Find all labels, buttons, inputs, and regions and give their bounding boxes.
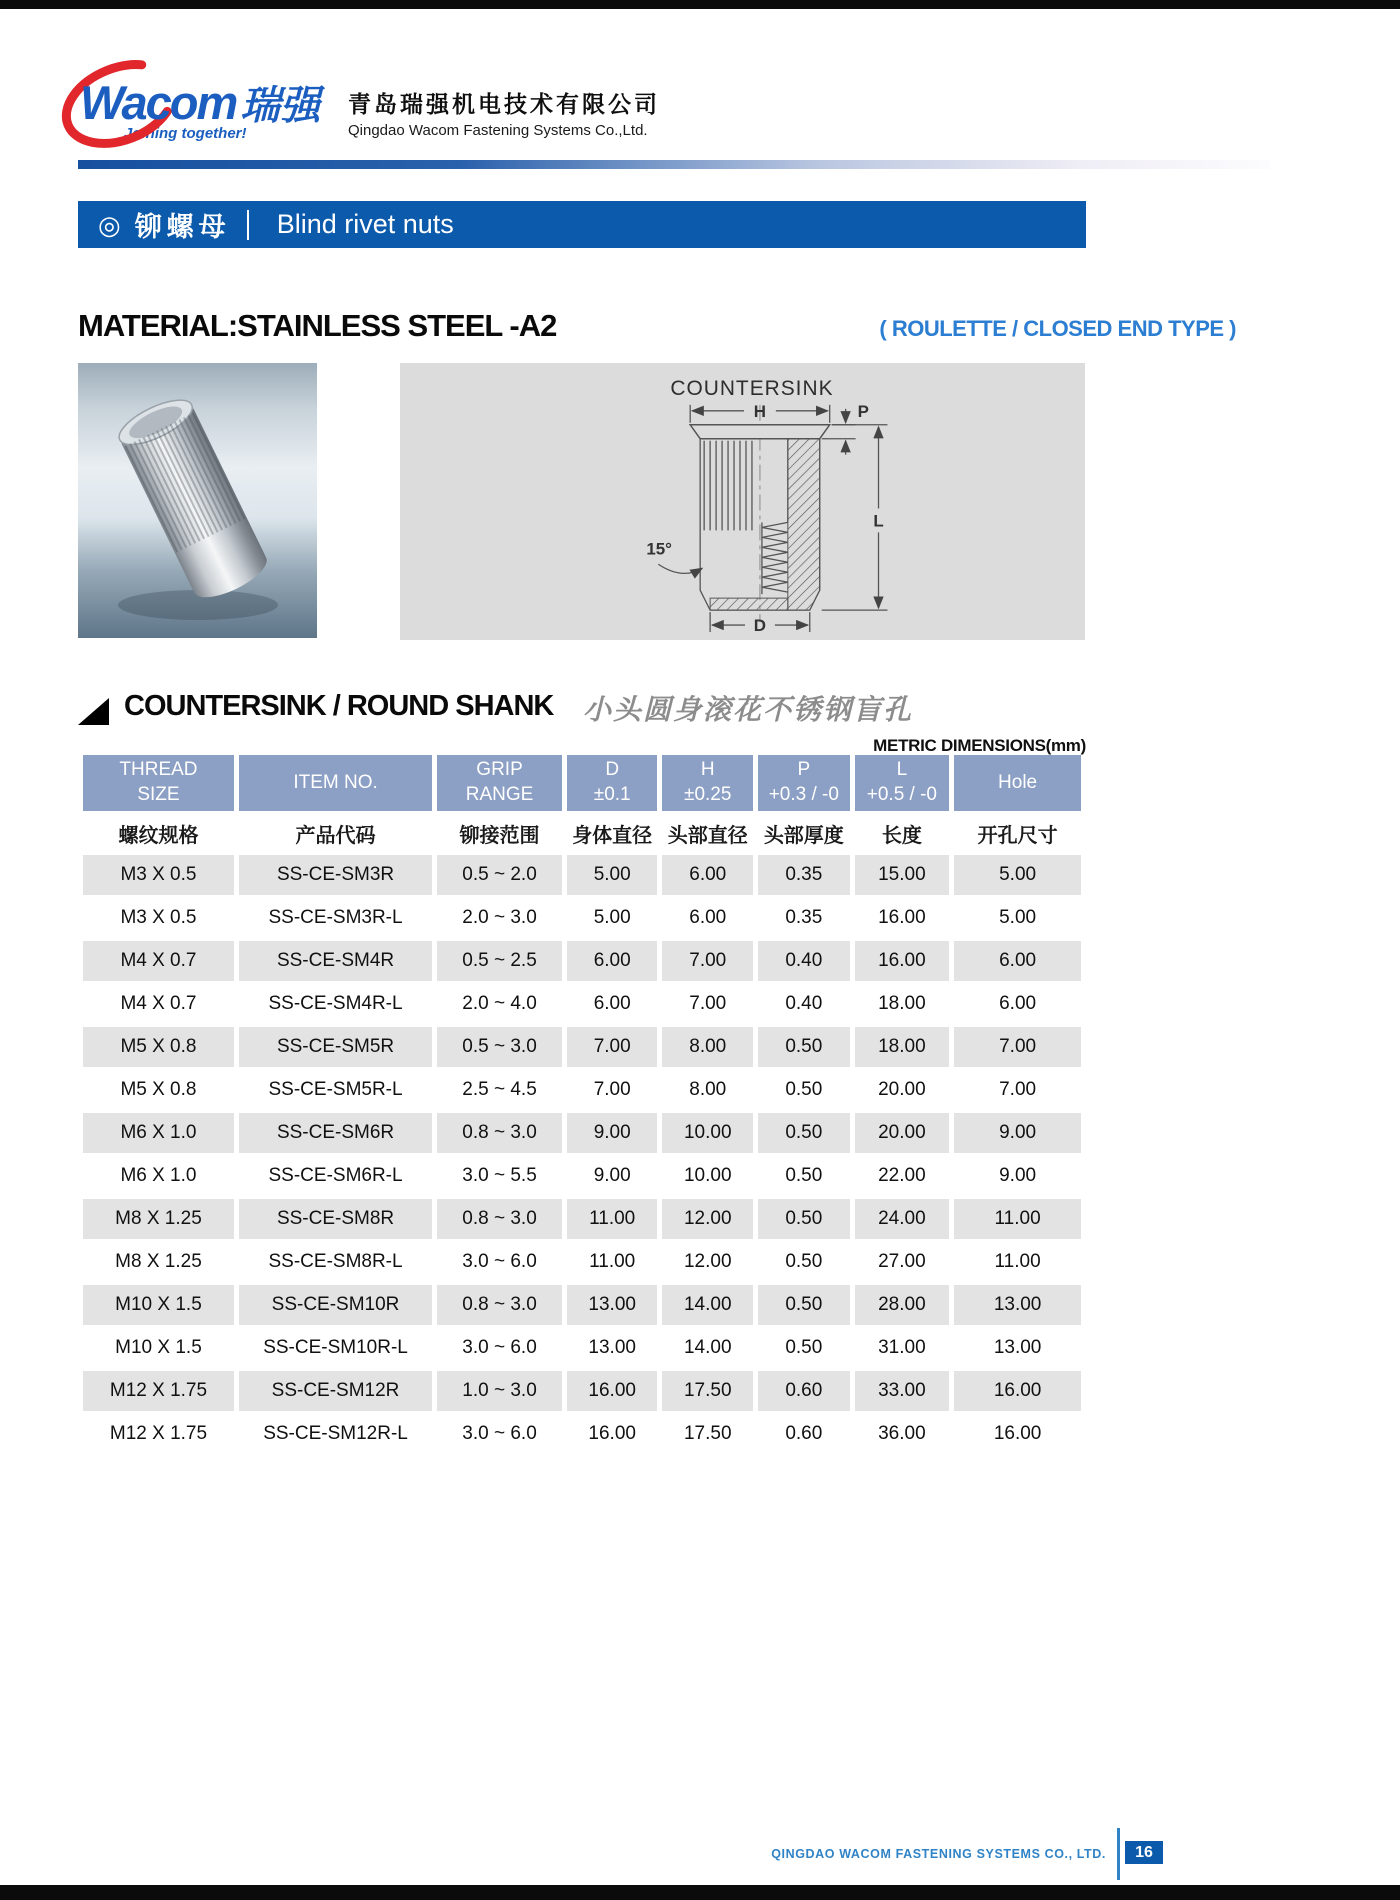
spec-cell: 13.00 (954, 1328, 1081, 1368)
spec-cell: 10.00 (662, 1113, 753, 1153)
spec-row (83, 941, 1081, 981)
spec-cell: 1.0 ~ 3.0 (437, 1371, 562, 1411)
spec-cell: 9.00 (954, 1156, 1081, 1196)
spec-cell: 0.50 (758, 1328, 850, 1368)
spec-cell: 0.8 ~ 3.0 (437, 1285, 562, 1325)
spec-cell: 0.50 (758, 1070, 850, 1110)
spec-row (83, 1328, 1081, 1368)
column-subheader-d: 身体直径 (567, 814, 658, 852)
spec-cell: M5 X 0.8 (83, 1070, 234, 1110)
spec-cell: 0.50 (758, 1156, 850, 1196)
spec-row (83, 1113, 1081, 1153)
material-row (78, 308, 1236, 344)
spec-cell: 7.00 (567, 1027, 658, 1067)
spec-cell: 7.00 (954, 1027, 1081, 1067)
column-subheader-item-no: 产品代码 (239, 814, 432, 852)
banner-title-en: Blind rivet nuts (276, 209, 454, 239)
section-title-cn: 小头圆身滚花不锈钢盲孔 (583, 694, 914, 725)
spec-cell: 5.00 (567, 855, 658, 895)
spec-cell: 0.5 ~ 3.0 (437, 1027, 562, 1067)
spec-cell: 20.00 (855, 1070, 950, 1110)
spec-cell: 9.00 (567, 1113, 658, 1153)
spec-cell: SS-CE-SM5R (239, 1027, 432, 1067)
table-header-row-cn (83, 814, 1081, 852)
spec-cell: 0.50 (758, 1242, 850, 1282)
spec-row (83, 1156, 1081, 1196)
spec-cell: 6.00 (567, 984, 658, 1024)
spec-cell: 16.00 (567, 1414, 658, 1454)
spec-cell: 18.00 (855, 984, 950, 1024)
spec-cell: 9.00 (954, 1113, 1081, 1153)
spec-cell: 7.00 (662, 984, 753, 1024)
spec-cell: 0.60 (758, 1414, 850, 1454)
spec-cell: 7.00 (954, 1070, 1081, 1110)
spec-cell: 0.50 (758, 1285, 850, 1325)
spec-cell: SS-CE-SM6R-L (239, 1156, 432, 1196)
spec-row (83, 1242, 1081, 1282)
spec-cell: 18.00 (855, 1027, 950, 1067)
column-header-hole: Hole (954, 755, 1081, 811)
spec-cell: 0.50 (758, 1027, 850, 1067)
spec-cell: 11.00 (567, 1242, 658, 1282)
section-triangle-icon (78, 698, 109, 725)
spec-cell: SS-CE-SM5R-L (239, 1070, 432, 1110)
spec-row (83, 855, 1081, 895)
column-header-thread-size: THREAD SIZE (83, 755, 234, 811)
spec-cell: 2.0 ~ 3.0 (437, 898, 562, 938)
column-header-grip-range: GRIP RANGE (437, 755, 562, 811)
spec-row (83, 984, 1081, 1024)
column-subheader-h: 头部直径 (662, 814, 753, 852)
spec-cell: SS-CE-SM4R (239, 941, 432, 981)
dim-label-d: D (753, 616, 767, 636)
spec-cell: 24.00 (855, 1199, 950, 1239)
category-banner (78, 201, 1086, 248)
spec-row (83, 1027, 1081, 1067)
dim-label-p: P (857, 401, 869, 421)
section-title-en: COUNTERSINK / ROUND SHANK (124, 690, 554, 722)
spec-cell: 6.00 (567, 941, 658, 981)
logo-brand-text: Wacom (80, 76, 237, 129)
spec-cell: 14.00 (662, 1328, 753, 1368)
spec-cell: 16.00 (567, 1371, 658, 1411)
spec-cell: 16.00 (954, 1371, 1081, 1411)
spec-row (83, 1414, 1081, 1454)
spec-cell: 13.00 (567, 1285, 658, 1325)
product-photo (78, 363, 317, 638)
spec-cell: 0.40 (758, 941, 850, 981)
column-subheader-p: 头部厚度 (758, 814, 850, 852)
spec-cell: SS-CE-SM6R (239, 1113, 432, 1153)
page-number-badge: 16 (1125, 1841, 1163, 1864)
spec-cell: 0.50 (758, 1113, 850, 1153)
dim-label-angle: 15° (646, 539, 672, 559)
spec-cell: M5 X 0.8 (83, 1027, 234, 1067)
banner-divider (247, 210, 249, 240)
spec-cell: 16.00 (954, 1414, 1081, 1454)
spec-cell: M3 X 0.5 (83, 855, 234, 895)
spec-cell: 5.00 (954, 898, 1081, 938)
spec-cell: 15.00 (855, 855, 950, 895)
company-name-block (348, 86, 660, 139)
spec-cell: 36.00 (855, 1414, 950, 1454)
technical-drawing (400, 363, 1085, 640)
table-header-row-en (83, 755, 1081, 811)
spec-cell: SS-CE-SM12R (239, 1371, 432, 1411)
logo-text (80, 74, 340, 131)
spec-cell: 6.00 (954, 941, 1081, 981)
spec-cell: SS-CE-SM12R-L (239, 1414, 432, 1454)
spec-cell: SS-CE-SM8R-L (239, 1242, 432, 1282)
spec-cell: SS-CE-SM3R-L (239, 898, 432, 938)
column-subheader-grip-range: 铆接范围 (437, 814, 562, 852)
spec-cell: 6.00 (662, 855, 753, 895)
spec-cell: 0.35 (758, 898, 850, 938)
spec-table (78, 752, 1086, 1457)
spec-cell: M3 X 0.5 (83, 898, 234, 938)
spec-cell: SS-CE-SM10R (239, 1285, 432, 1325)
spec-cell: 13.00 (567, 1328, 658, 1368)
spec-cell: 22.00 (855, 1156, 950, 1196)
footer-separator (1117, 1828, 1120, 1880)
spec-cell: 13.00 (954, 1285, 1081, 1325)
column-subheader-hole: 开孔尺寸 (954, 814, 1081, 852)
spec-cell: M8 X 1.25 (83, 1199, 234, 1239)
spec-cell: 9.00 (567, 1156, 658, 1196)
spec-cell: M12 X 1.75 (83, 1414, 234, 1454)
spec-cell: 28.00 (855, 1285, 950, 1325)
spec-cell: 0.50 (758, 1199, 850, 1239)
spec-row (83, 898, 1081, 938)
company-name-cn: 青岛瑞强机电技术有限公司 (348, 91, 660, 117)
spec-cell: 17.50 (662, 1414, 753, 1454)
spec-cell: M12 X 1.75 (83, 1371, 234, 1411)
dim-label-h: H (753, 401, 767, 421)
column-subheader-thread-size: 螺纹规格 (83, 814, 234, 852)
spec-cell: 5.00 (567, 898, 658, 938)
spec-cell: 14.00 (662, 1285, 753, 1325)
column-header-d: D ±0.1 (567, 755, 658, 811)
spec-cell: SS-CE-SM8R (239, 1199, 432, 1239)
spec-row (83, 1070, 1081, 1110)
spec-cell: 11.00 (954, 1199, 1081, 1239)
spec-cell: 33.00 (855, 1371, 950, 1411)
dim-label-l: L (873, 511, 884, 531)
spec-cell: 2.5 ~ 4.5 (437, 1070, 562, 1110)
spec-cell: SS-CE-SM3R (239, 855, 432, 895)
spec-cell: 8.00 (662, 1070, 753, 1110)
spec-cell: SS-CE-SM10R-L (239, 1328, 432, 1368)
column-header-p: P +0.3 / -0 (758, 755, 850, 811)
spec-row (83, 1371, 1081, 1411)
column-header-h: H ±0.25 (662, 755, 753, 811)
material-heading: MATERIAL:STAINLESS STEEL -A2 (78, 308, 557, 343)
spec-cell: 27.00 (855, 1242, 950, 1282)
top-edge-bar (0, 0, 1400, 9)
spec-cell: 11.00 (954, 1242, 1081, 1282)
technical-drawing-image (400, 363, 1085, 640)
header-divider-bar (78, 160, 1270, 169)
spec-cell: 11.00 (567, 1199, 658, 1239)
spec-cell: M6 X 1.0 (83, 1156, 234, 1196)
spec-cell: 7.00 (662, 941, 753, 981)
spec-cell: 16.00 (855, 941, 950, 981)
spec-cell: M4 X 0.7 (83, 941, 234, 981)
wacom-logo (80, 74, 340, 142)
spec-table-container (78, 752, 1086, 1457)
spec-cell: 7.00 (567, 1070, 658, 1110)
spec-cell: 3.0 ~ 6.0 (437, 1328, 562, 1368)
spec-cell: 5.00 (954, 855, 1081, 895)
column-header-l: L +0.5 / -0 (855, 755, 950, 811)
banner-title-cn: 铆螺母 (134, 212, 231, 242)
spec-cell: 0.60 (758, 1371, 850, 1411)
spec-cell: 12.00 (662, 1242, 753, 1282)
spec-cell: M4 X 0.7 (83, 984, 234, 1024)
spec-cell: 20.00 (855, 1113, 950, 1153)
spec-cell: 6.00 (954, 984, 1081, 1024)
spec-cell: 31.00 (855, 1328, 950, 1368)
spec-cell: M6 X 1.0 (83, 1113, 234, 1153)
product-photo-image (78, 363, 317, 638)
spec-cell: 0.5 ~ 2.5 (437, 941, 562, 981)
spec-cell: M10 X 1.5 (83, 1328, 234, 1368)
type-note: ( ROULETTE / CLOSED END TYPE ) (879, 316, 1236, 341)
spec-table-body (83, 855, 1081, 1454)
footer-company-name: QINGDAO WACOM FASTENING SYSTEMS CO., LTD. (771, 1847, 1106, 1861)
spec-cell: SS-CE-SM4R-L (239, 984, 432, 1024)
spec-cell: 0.5 ~ 2.0 (437, 855, 562, 895)
spec-cell: M8 X 1.25 (83, 1242, 234, 1282)
spec-cell: 17.50 (662, 1371, 753, 1411)
spec-cell: 8.00 (662, 1027, 753, 1067)
spec-cell: 3.0 ~ 6.0 (437, 1242, 562, 1282)
logo-brand-cn-text: 瑞强 (240, 84, 321, 128)
spec-row (83, 1199, 1081, 1239)
spec-cell: M10 X 1.5 (83, 1285, 234, 1325)
spec-cell: 3.0 ~ 6.0 (437, 1414, 562, 1454)
spec-cell: 0.8 ~ 3.0 (437, 1199, 562, 1239)
column-subheader-l: 长度 (855, 814, 950, 852)
company-name-en: Qingdao Wacom Fastening Systems Co.,Ltd. (348, 122, 648, 139)
spec-cell: 12.00 (662, 1199, 753, 1239)
bottom-edge-bar (0, 1885, 1400, 1900)
spec-cell: 6.00 (662, 898, 753, 938)
spec-row (83, 1285, 1081, 1325)
spec-cell: 0.8 ~ 3.0 (437, 1113, 562, 1153)
section-heading (78, 684, 1086, 755)
spec-cell: 10.00 (662, 1156, 753, 1196)
logo-tagline: Joining together! (124, 125, 247, 142)
spec-cell: 16.00 (855, 898, 950, 938)
spec-cell: 0.35 (758, 855, 850, 895)
spec-cell: 0.40 (758, 984, 850, 1024)
metric-dimensions-note: METRIC DIMENSIONS(mm) (873, 736, 1086, 755)
column-header-item-no: ITEM NO. (239, 755, 432, 811)
spec-cell: 3.0 ~ 5.5 (437, 1156, 562, 1196)
banner-bullet-icon: ◎ (98, 209, 121, 240)
drawing-title: COUNTERSINK (670, 376, 834, 400)
spec-cell: 2.0 ~ 4.0 (437, 984, 562, 1024)
